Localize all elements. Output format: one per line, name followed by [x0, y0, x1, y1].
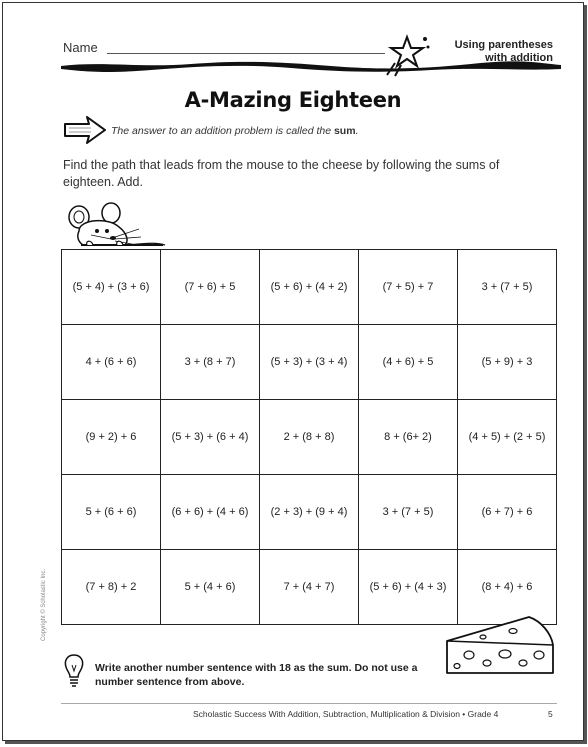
- page-number: 5: [548, 709, 553, 719]
- maze-cell[interactable]: (7 + 5) + 7: [359, 250, 458, 325]
- worksheet-page: [2, 2, 584, 741]
- tip-term: sum: [333, 125, 356, 137]
- maze-row: [62, 475, 557, 550]
- maze-cell[interactable]: (2 + 3) + (9 + 4): [260, 475, 359, 550]
- maze-cell[interactable]: (4 + 5) + (2 + 5): [458, 400, 557, 475]
- page-title: A-Mazing Eighteen: [184, 88, 402, 112]
- mouse-icon: [65, 201, 169, 251]
- maze-cell[interactable]: 3 + (8 + 7): [161, 325, 260, 400]
- name-label: Name: [63, 40, 98, 55]
- maze-cell[interactable]: (7 + 8) + 2: [62, 550, 161, 625]
- cheese-icon: [443, 611, 557, 685]
- footer-text: Scholastic Success With Addition, Subtraction, Multiplication & Division • Grade 4: [193, 709, 499, 719]
- topic-line-1: Using parentheses: [454, 39, 553, 51]
- maze-cell[interactable]: 3 + (7 + 5): [359, 475, 458, 550]
- maze-cell[interactable]: 3 + (7 + 5): [458, 250, 557, 325]
- instructions: Find the path that leads from the mouse to the cheese by following the sums of eighteen. Add.: [63, 158, 500, 189]
- footer-divider: [61, 703, 557, 704]
- lightbulb-icon: [63, 653, 85, 689]
- tip-text: [111, 125, 358, 137]
- topic-label: [455, 39, 553, 65]
- maze-cell[interactable]: (5 + 3) + (3 + 4): [260, 325, 359, 400]
- maze-cell[interactable]: (5 + 6) + (4 + 3): [359, 550, 458, 625]
- maze-cell[interactable]: 8 + (6+ 2): [359, 400, 458, 475]
- maze-cell[interactable]: 5 + (6 + 6): [62, 475, 161, 550]
- maze-cell[interactable]: (6 + 6) + (4 + 6): [161, 475, 260, 550]
- maze-row: [62, 400, 557, 475]
- maze-cell[interactable]: (8 + 4) + 6: [458, 550, 557, 625]
- write-prompt: Write another number sentence with 18 as the sum. Do not use a number sentence from above.: [95, 662, 418, 688]
- maze-cell[interactable]: 2 + (8 + 8): [260, 400, 359, 475]
- maze-cell[interactable]: 4 + (6 + 6): [62, 325, 161, 400]
- maze-cell[interactable]: (4 + 6) + 5: [359, 325, 458, 400]
- maze-cell[interactable]: (7 + 6) + 5: [161, 250, 260, 325]
- maze-cell[interactable]: (5 + 3) + (6 + 4): [161, 400, 260, 475]
- name-line: [107, 53, 385, 54]
- maze-cell[interactable]: (5 + 9) + 3: [458, 325, 557, 400]
- topic-line-2: with addition: [485, 52, 553, 64]
- maze-cell[interactable]: 7 + (4 + 7): [260, 550, 359, 625]
- maze-row: [62, 250, 557, 325]
- tip-suffix: .: [355, 125, 359, 137]
- maze-cell[interactable]: (5 + 4) + (3 + 6): [62, 250, 161, 325]
- maze-row: [62, 325, 557, 400]
- star-icon: [381, 31, 433, 77]
- copyright-text: Copyright © Scholastic Inc.: [41, 568, 47, 641]
- maze-cell[interactable]: (5 + 6) + (4 + 2): [260, 250, 359, 325]
- maze-cell[interactable]: 5 + (4 + 6): [161, 550, 260, 625]
- maze-cell[interactable]: (9 + 2) + 6: [62, 400, 161, 475]
- maze-cell[interactable]: (6 + 7) + 6: [458, 475, 557, 550]
- maze-grid: [61, 249, 557, 625]
- tip-prefix: The answer to an addition problem is called the: [111, 125, 334, 137]
- arrow-icon: [63, 115, 107, 145]
